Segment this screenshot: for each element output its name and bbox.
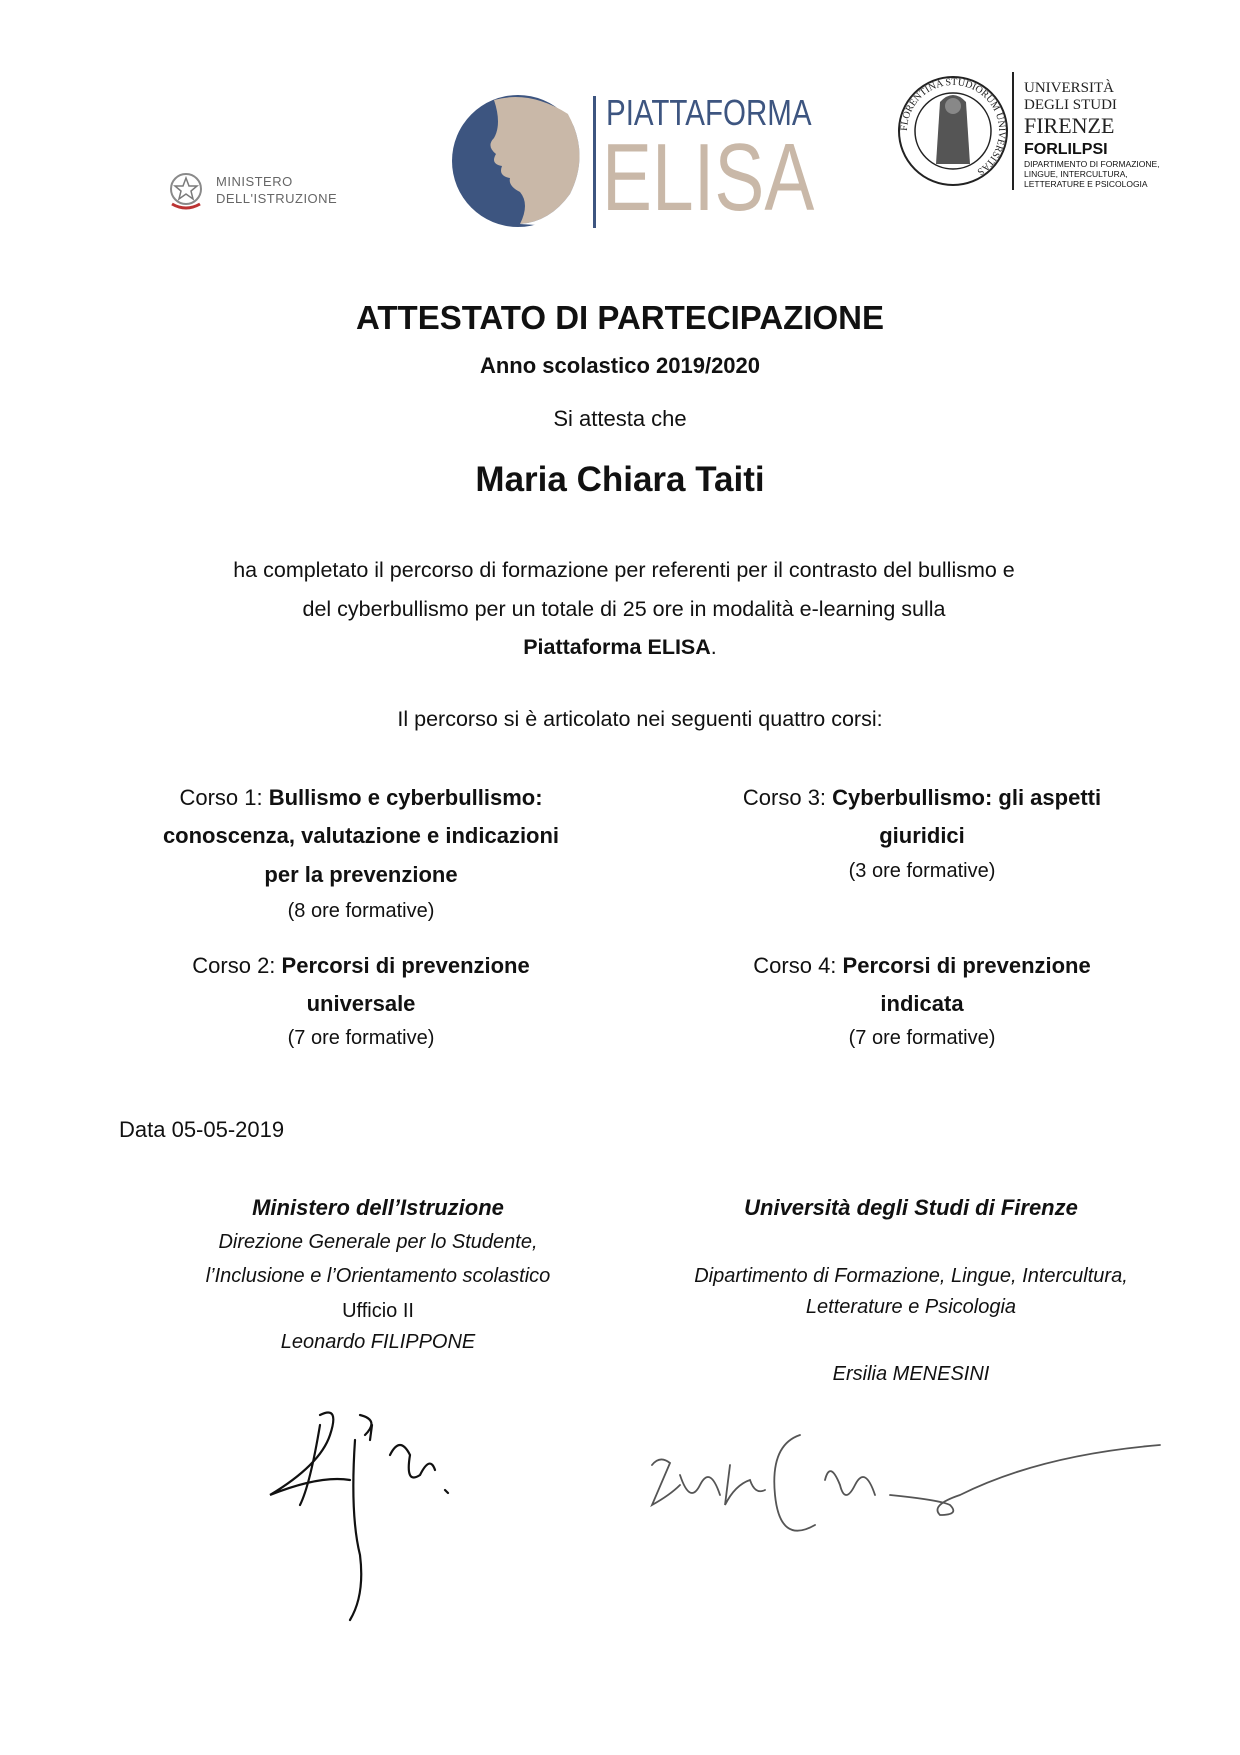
unifi-line3: FIRENZE bbox=[1024, 113, 1115, 138]
course-label: Corso 3: bbox=[742, 785, 833, 810]
course-title: Percorsi di prevenzione bbox=[842, 953, 1091, 978]
course-4-line1 bbox=[753, 953, 1090, 979]
course-4-hours: (7 ore formative) bbox=[848, 1027, 996, 1049]
course-label: Corso 1: bbox=[179, 785, 269, 810]
right-org: Università degli Studi di Firenze bbox=[744, 1195, 1078, 1220]
course-2-hours: (7 ore formative) bbox=[287, 1027, 435, 1049]
course-1-line3: per la prevenzione bbox=[264, 862, 458, 887]
left-signature bbox=[260, 1395, 520, 1625]
right-line2: Letterature e Psicologia bbox=[805, 1296, 1017, 1318]
right-signature bbox=[640, 1405, 1180, 1545]
course-2-line1 bbox=[192, 953, 529, 979]
certificate-title: ATTESTATO DI PARTECIPAZIONE bbox=[356, 299, 884, 336]
elisa-logo-line2: ELISA bbox=[602, 124, 815, 231]
course-title: Percorsi di prevenzione bbox=[281, 953, 530, 978]
left-org: Ministero dell’Istruzione bbox=[252, 1195, 504, 1220]
course-1-line2: conoscenza, valutazione e indicazioni bbox=[162, 823, 560, 848]
course-3-line2: giuridici bbox=[879, 823, 965, 848]
left-name: Leonardo FILIPPONE bbox=[280, 1331, 476, 1353]
course-label: Corso 4: bbox=[753, 953, 843, 978]
unifi-dept-line2: LINGUE, INTERCULTURA, bbox=[1024, 169, 1128, 179]
elisa-logo bbox=[450, 92, 815, 232]
course-title: Cyberbullismo: gli aspetti bbox=[832, 785, 1102, 810]
unifi-dept-line1: DIPARTIMENTO DI FORMAZIONE, bbox=[1024, 159, 1160, 169]
platform-name: Piattaforma ELISA bbox=[523, 635, 711, 659]
ministero-logo bbox=[166, 168, 346, 212]
unifi-line1: UNIVERSITÀ bbox=[1024, 80, 1114, 96]
right-line1: Dipartimento di Formazione, Lingue, Intercultura, bbox=[694, 1265, 1128, 1287]
unifi-dept-acronym: FORLILPSI bbox=[1024, 141, 1108, 158]
course-2-line2: universale bbox=[306, 991, 416, 1016]
school-year: Anno scolastico 2019/2020 bbox=[479, 353, 761, 378]
elisa-logo-divider bbox=[593, 96, 596, 228]
course-4-line2: indicata bbox=[880, 991, 964, 1016]
body-end: . bbox=[710, 635, 717, 659]
course-label: Corso 2: bbox=[192, 953, 282, 978]
course-title: Bullismo e cyberbullismo: bbox=[268, 785, 543, 810]
recipient-name: Maria Chiara Taiti bbox=[475, 460, 765, 499]
seal-text: FLORENTINA STUDIORUM UNIVERSITAS bbox=[898, 76, 1008, 178]
intro-text: Si attesta che bbox=[553, 406, 687, 431]
left-office: Ufficio II bbox=[342, 1300, 414, 1322]
course-3-line1 bbox=[743, 785, 1101, 811]
ministero-logo-line1: MINISTERO bbox=[216, 174, 293, 189]
body-line-1: ha completato il percorso di formazione per referenti per il contrasto del bullismo e bbox=[233, 558, 1015, 582]
left-line1: Direzione Generale per lo Studente, bbox=[218, 1231, 538, 1253]
courses-intro: Il percorso si è articolato nei seguenti quattro corsi: bbox=[397, 707, 883, 731]
italian-emblem-icon bbox=[166, 170, 206, 212]
unifi-line2: DEGLI STUDI bbox=[1024, 97, 1117, 113]
unifi-divider bbox=[1012, 72, 1014, 190]
certificate-date: Data 05-05-2019 bbox=[119, 1117, 285, 1142]
unifi-logo bbox=[896, 72, 1176, 202]
unifi-seal-icon bbox=[896, 74, 1010, 188]
unifi-dept-line3: LETTERATURE E PSICOLOGIA bbox=[1024, 179, 1148, 189]
course-1-hours: (8 ore formative) bbox=[287, 900, 435, 922]
course-3-hours: (3 ore formative) bbox=[848, 860, 996, 882]
body-line-3 bbox=[523, 635, 717, 660]
ministero-logo-line2: DELL'ISTRUZIONE bbox=[216, 191, 338, 206]
right-name: Ersilia MENESINI bbox=[832, 1363, 990, 1385]
body-line-2: del cyberbullismo per un totale di 25 ore in modalità e-learning sulla bbox=[302, 597, 946, 621]
elisa-face-icon bbox=[450, 94, 586, 228]
course-1-line1 bbox=[179, 785, 542, 811]
left-line2: l’Inclusione e l’Orientamento scolastico bbox=[205, 1265, 551, 1287]
elisa-logo-line1: PIATTAFORMA bbox=[606, 92, 812, 133]
